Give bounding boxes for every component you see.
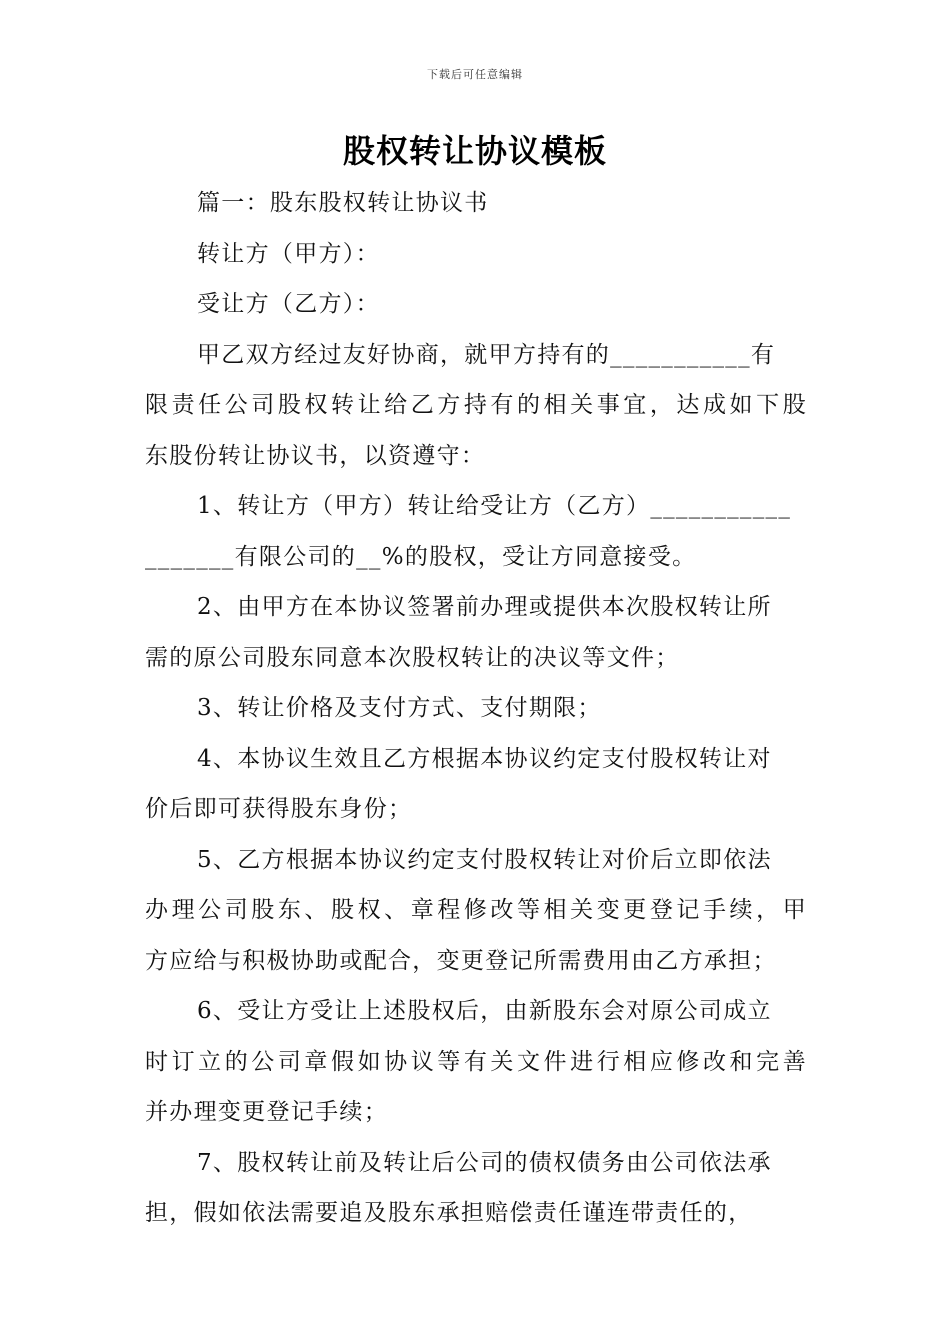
clause-line: 2、由甲方在本协议签署前办理或提供本次股权转让所 [197, 594, 772, 620]
clause-line: 并办理变更登记手续； [145, 1099, 388, 1125]
transferee-line: 受让方（乙方）： [197, 291, 380, 317]
clause-line: 担，假如依法需要追及股东承担赔偿责任谨连带责任的， [145, 1200, 753, 1226]
document-body [145, 178, 807, 1239]
paragraph-line: 甲乙双方经过友好协商，就甲方持有的___________有 [197, 341, 776, 368]
paragraph-line: 东股份转让协议书，以资遵守： [145, 442, 486, 469]
clause-line: _______有限公司的__%的股权，受让方同意接受。 [145, 543, 697, 570]
clause-line: 5、乙方根据本协议约定支付股权转让对价后立即依法 [197, 846, 772, 873]
paragraph-line: 限责任公司股权转让给乙方持有的相关事宜，达成如下股 [145, 392, 807, 418]
clause-line: 方应给与积极协助或配合，变更登记所需费用由乙方承担； [145, 947, 777, 974]
page-header-note: 下载后可任意编辑 [427, 68, 523, 81]
clause-line: 办理公司股东、股权、章程修改等相关变更登记手续，甲 [145, 897, 807, 923]
clause-line: 需的原公司股东同意本次股权转让的决议等文件； [145, 644, 680, 671]
clause-line: 1、转让方（甲方）转让给受让方（乙方）___________ [197, 493, 792, 519]
clause-line: 3、转让价格及支付方式、支付期限； [197, 695, 602, 721]
document-title: 股权转让协议模板 [342, 132, 607, 170]
transferor-line: 转让方（甲方）： [197, 240, 380, 267]
clause-line: 6、受让方受让上述股权后，由新股东会对原公司成立 [197, 998, 772, 1024]
clause-line: 时订立的公司章假如协议等有关文件进行相应修改和完善 [145, 1048, 807, 1075]
clause-line: 价后即可获得股东身份； [145, 796, 413, 822]
section-heading: 篇一：股东股权转让协议书 [197, 190, 489, 216]
clause-line: 7、股权转让前及转让后公司的债权债务由公司依法承 [197, 1149, 772, 1176]
clause-line: 4、本协议生效且乙方根据本协议约定支付股权转让对 [197, 745, 772, 772]
